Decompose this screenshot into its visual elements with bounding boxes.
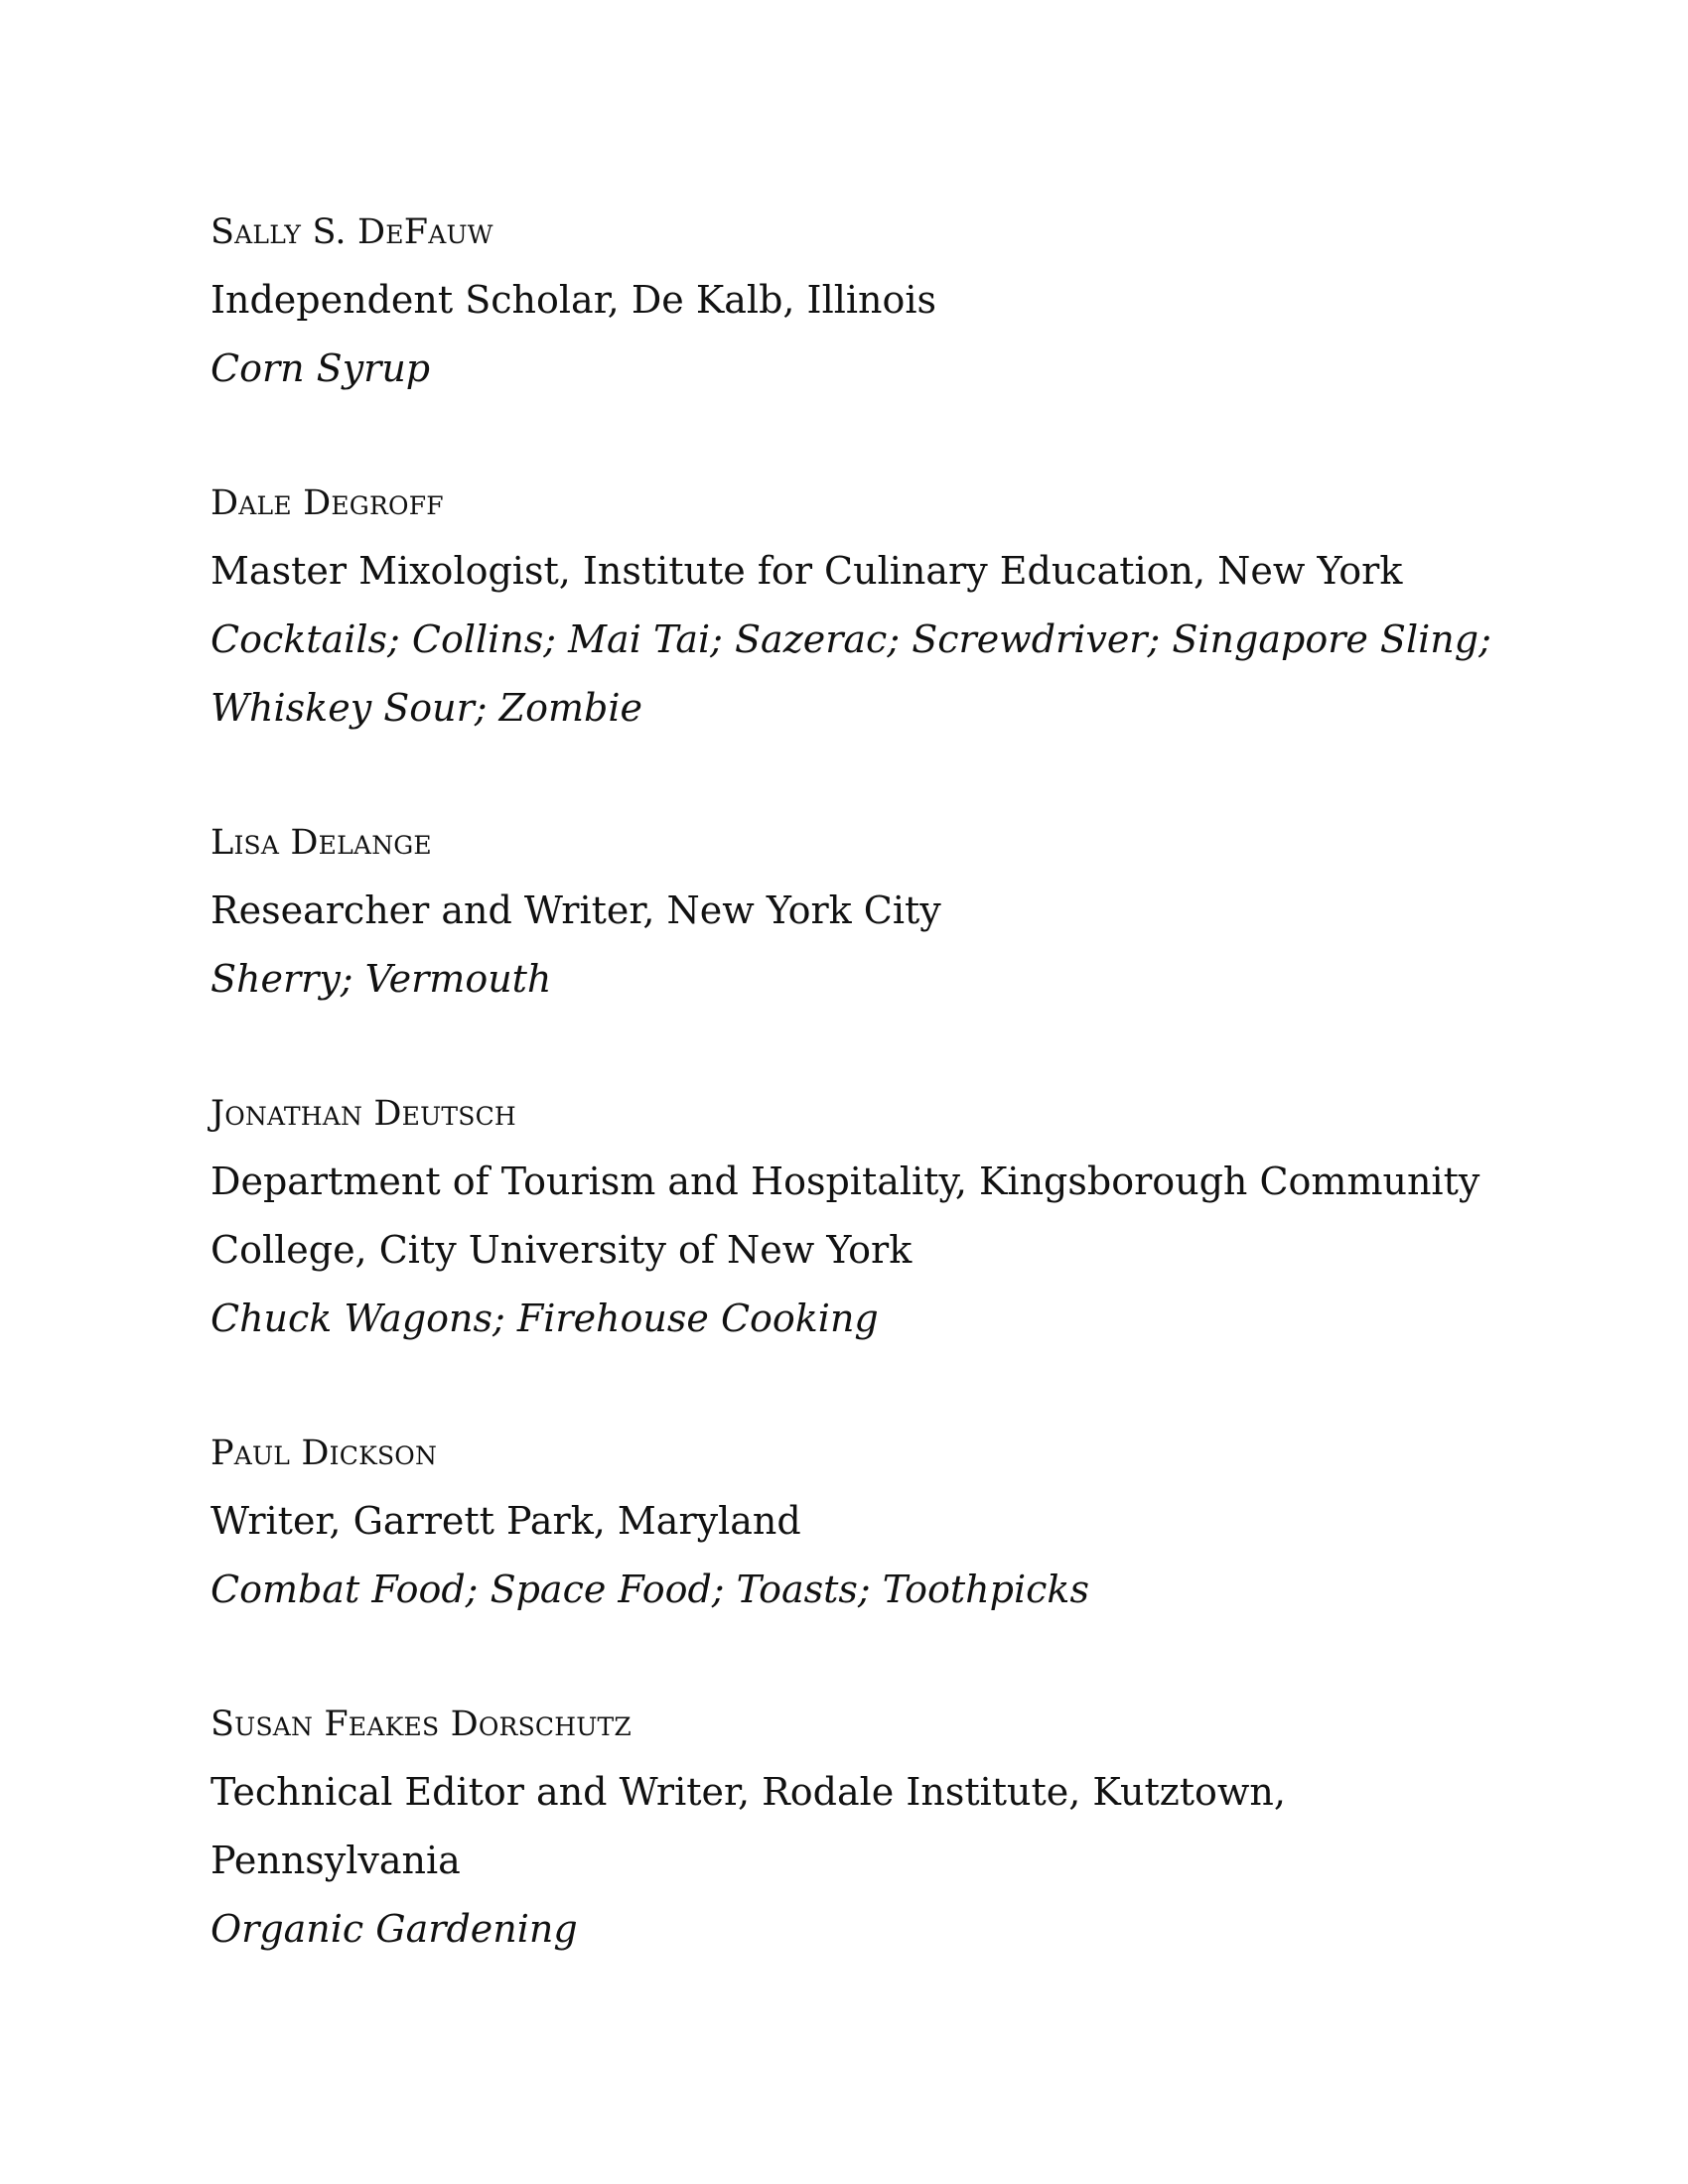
contributor-name: Dale Degroff (211, 483, 444, 523)
contributor-name: Sally S. DeFauw (211, 212, 493, 252)
contributor-affiliation: Researcher and Writer, New York City (211, 888, 941, 932)
contributor-entry (211, 809, 1501, 1014)
contributor-entry (211, 199, 1501, 403)
contributor-affiliation: Writer, Garrett Park, Maryland (211, 1499, 801, 1543)
contributor-topics: Chuck Wagons; Firehouse Cooking (211, 1297, 879, 1340)
contributor-entry (211, 1691, 1501, 1964)
contributor-name: Paul Dickson (211, 1433, 438, 1473)
contributor-affiliation: Master Mixologist, Institute for Culinary Education, New York (211, 549, 1403, 593)
contributor-topics: Combat Food; Space Food; Toasts; Toothpicks (211, 1568, 1089, 1611)
contributor-name: Susan Feakes Dorschutz (211, 1705, 632, 1744)
contributor-topics: Organic Gardening (211, 1907, 578, 1951)
contributor-affiliation: Technical Editor and Writer, Rodale Institute, Kutztown, Pennsylvania (211, 1770, 1286, 1882)
contributor-topics: Corn Syrup (211, 346, 431, 390)
contributor-entry (211, 470, 1501, 743)
contributor-topics: Cocktails; Collins; Mai Tai; Sazerac; Screwdriver; Singapore Sling; Whiskey Sour; Zombie (211, 617, 1491, 730)
contributors-list (211, 199, 1501, 2030)
contributor-name: Jonathan Deutsch (211, 1094, 516, 1134)
contributor-affiliation: Independent Scholar, De Kalb, Illinois (211, 278, 937, 322)
contributor-entry (211, 1420, 1501, 1624)
contributor-topics: Sherry; Vermouth (211, 957, 552, 1001)
contributor-entry (211, 1080, 1501, 1353)
contributor-name: Lisa Delange (211, 823, 432, 863)
contributor-affiliation: Department of Tourism and Hospitality, Kingsborough Community College, City University of New York (211, 1160, 1480, 1272)
